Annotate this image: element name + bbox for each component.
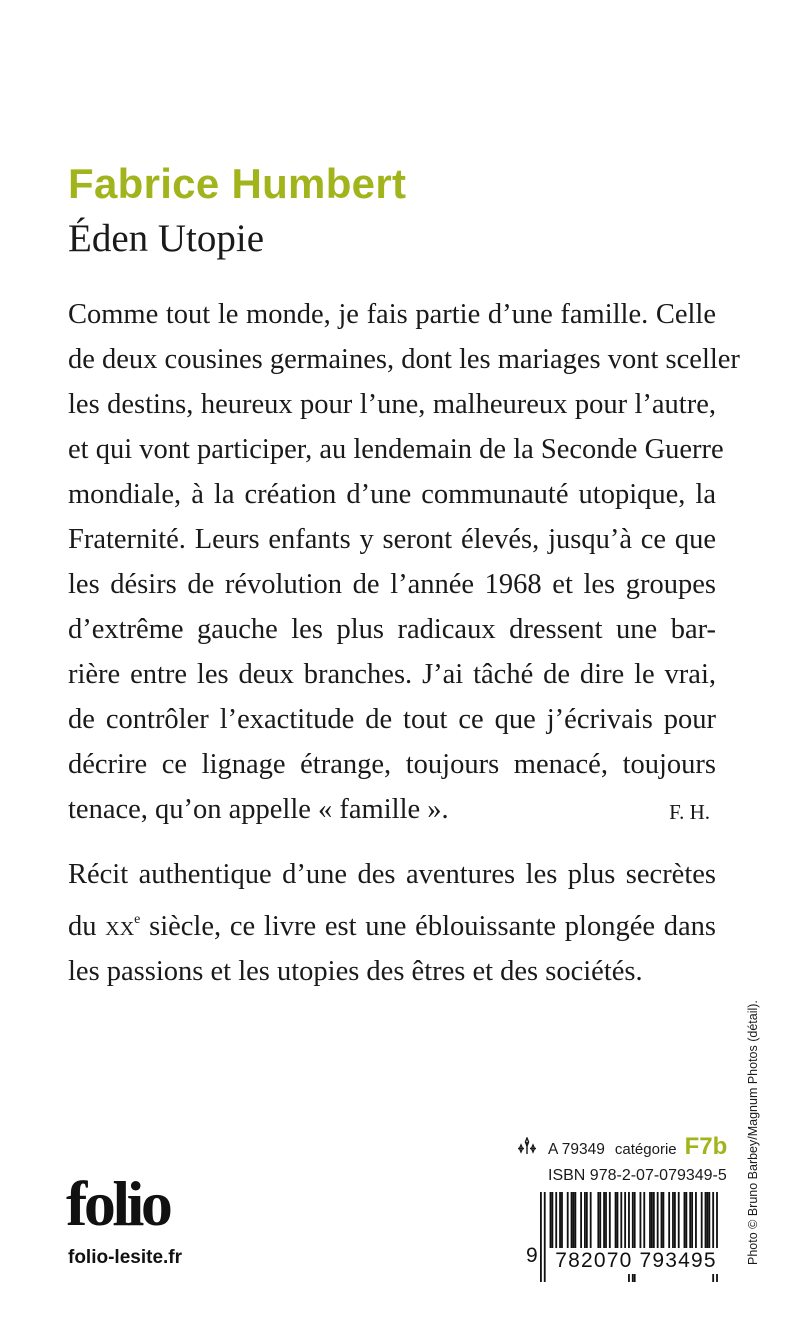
folio-stars-icon xyxy=(516,1137,538,1157)
blurb-line: d’extrême gauche les plus radicaux dressent une bar- xyxy=(68,614,716,645)
barcode-bar xyxy=(708,1192,710,1252)
barcode-bar xyxy=(651,1192,653,1252)
barcode-bar xyxy=(624,1192,626,1252)
summary-paragraph xyxy=(68,852,716,994)
blurb-line: mondiale, à la création d’une communauté utopique, la xyxy=(68,479,716,510)
barcode-digits: 782070 793495 xyxy=(548,1248,724,1274)
blurb-line: de deux cousines germaines, dont les mariages vont sceller xyxy=(68,344,740,375)
barcode-bar xyxy=(561,1192,563,1252)
barcode-bar xyxy=(586,1192,588,1252)
barcode-bar xyxy=(544,1192,546,1282)
barcode-bar xyxy=(580,1192,582,1252)
blurb-line: les destins, heureux pour l’une, malheureux pour l’autre, xyxy=(68,389,716,420)
catalog-number: A 79349 xyxy=(548,1141,605,1158)
author-name: Fabrice Humbert xyxy=(68,160,407,207)
publisher-logo: folio xyxy=(66,1168,170,1239)
barcode-bar xyxy=(559,1192,561,1252)
category-label: catégorie xyxy=(614,1141,677,1158)
barcode-bar xyxy=(605,1192,607,1252)
barcode-bar xyxy=(662,1192,664,1252)
barcode-bar xyxy=(590,1192,592,1252)
barcode-bar xyxy=(649,1192,651,1252)
barcode-bar xyxy=(685,1192,687,1252)
century-numeral: xx xyxy=(105,911,135,942)
barcode-bar xyxy=(707,1192,709,1252)
blurb-line: tenace, qu’on appelle « famille ». xyxy=(68,794,449,825)
barcode-bar xyxy=(678,1192,680,1252)
barcode-bar xyxy=(574,1192,576,1252)
barcode-bar xyxy=(615,1192,617,1252)
barcode-bar xyxy=(643,1192,645,1252)
barcode-bar xyxy=(674,1192,676,1252)
barcode-bar xyxy=(584,1192,586,1252)
summary-text: du xyxy=(68,911,106,942)
barcode-bar xyxy=(640,1192,642,1252)
photo-credit: Photo © Bruno Barbey/Magnum Photos (détail). xyxy=(746,1000,760,1265)
century-superscript: e xyxy=(134,912,141,927)
barcode-first-digit: 9 xyxy=(526,1244,538,1267)
summary-line xyxy=(68,897,716,949)
blurb-line: Comme tout le monde, je fais partie d’une famille. Celle xyxy=(68,299,716,330)
barcode-bar xyxy=(701,1192,703,1252)
isbn: ISBN 978-2-07-079349-5 xyxy=(548,1167,727,1184)
barcode-bar xyxy=(555,1192,557,1252)
barcode-bar xyxy=(691,1192,693,1252)
book-title: Éden Utopie xyxy=(68,217,265,260)
blurb-line: les désirs de révolution de l’année 1968 et les groupes xyxy=(68,569,716,600)
barcode-bar xyxy=(571,1192,573,1252)
author-signature: F. H. xyxy=(669,800,710,824)
publisher-website[interactable]: folio-lesite.fr xyxy=(68,1247,183,1268)
barcode-bar xyxy=(695,1192,697,1252)
barcode-bar xyxy=(540,1192,542,1282)
blurb-line: et qui vont participer, au lendemain de la Seconde Guerre xyxy=(68,434,724,465)
barcode-bar xyxy=(684,1192,686,1252)
barcode-bar xyxy=(597,1192,599,1252)
category-code: F7b xyxy=(684,1133,728,1160)
barcode-bar xyxy=(620,1192,622,1252)
blurb-line: Fraternité. Leurs enfants y seront élevés, jusqu’à ce que xyxy=(68,524,716,555)
summary-text: siècle, ce livre est une éblouissante plongée dans xyxy=(140,911,716,942)
barcode-bar xyxy=(657,1192,659,1252)
barcode-bar xyxy=(689,1192,691,1252)
barcode-bar xyxy=(672,1192,674,1252)
barcode-bar xyxy=(617,1192,619,1252)
barcode-bar xyxy=(653,1192,655,1252)
barcode-bar xyxy=(661,1192,663,1252)
barcode-bar xyxy=(603,1192,605,1252)
barcode-bar xyxy=(550,1192,552,1252)
summary-line: Récit authentique d’une des aventures les plus secrètes xyxy=(68,859,716,890)
blurb-line: décrire ce lignage étrange, toujours menacé, toujours xyxy=(68,749,716,780)
barcode-bar xyxy=(573,1192,575,1252)
barcode-bar xyxy=(567,1192,569,1252)
barcode-bar xyxy=(705,1192,707,1252)
barcode-bar xyxy=(668,1192,670,1252)
barcode-bar xyxy=(551,1192,553,1252)
catalog-info xyxy=(516,1133,727,1161)
blurb-line: de contrôler l’exactitude de tout ce que j’écrivais pour xyxy=(68,704,716,735)
barcode-bar xyxy=(599,1192,601,1252)
barcode-bar xyxy=(609,1192,611,1252)
blurb-paragraph xyxy=(68,292,740,832)
summary-line: les passions et les utopies des êtres et des sociétés. xyxy=(68,956,643,987)
blurb-line: rière entre les deux branches. J’ai tâché de dire le vrai, xyxy=(68,659,716,690)
